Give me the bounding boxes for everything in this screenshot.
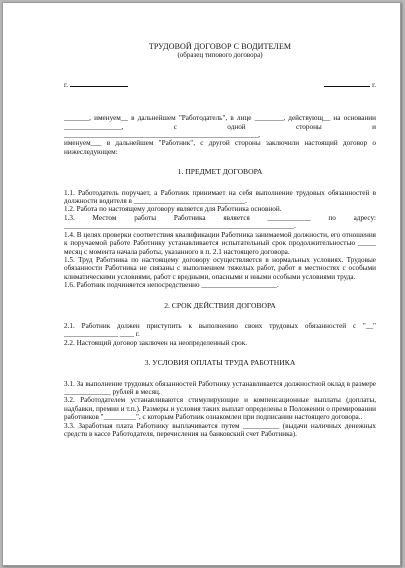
clause-1-1: 1.1. Работодатель поручает, а Работник принимает на себя выполнение трудовых обязанностей в должности водителя в _______________________________. (64, 188, 376, 206)
clause-3-3: 3.3. Заработная плата Работнику выплачивается путем __________ (выдачи наличных денежных средств в кассе Работодателя, перечисления на банковский счет Работника). (64, 421, 376, 438)
document-page (2, 2, 401, 566)
date-blank (324, 80, 370, 87)
section-3-heading: 3. УСЛОВИЯ ОПЛАТЫ ТРУДА РАБОТНИКА (144, 358, 296, 368)
city-prefix: г. (64, 80, 68, 89)
clause-1-5: 1.5. Труд Работника по настоящему договору осуществляется в нормальных условиях. Трудовые обязанности Работника не связаны с выполнением тяжелых работ, работ в местностях с особыми климатическими условиями, работ с вредными, опасными и иными особыми условиями труда. (64, 255, 376, 281)
clause-1-6: 1.6. Работник подчиняется непосредственно _____________________. (64, 281, 279, 290)
intro-paragraph-2: именуем___ в дальнейшем "Работник", с другой стороны заключили настоящий договор о нижеследующем: (64, 139, 376, 156)
document-title: ТРУДОВОЙ ДОГОВОР С ВОДИТЕЛЕМ (148, 42, 292, 51)
city-field (64, 80, 128, 89)
clause-1-4: 1.4. В целях проверки соответствия квалификации Работника занимаемой должности, его отношения к поручаемой работе Работнику устанавливается испытательный срок продолжительностью _____ месяц с момента начала работы, указанного в п. 2.1 настоящего договора. (64, 230, 376, 256)
place-date-line (64, 80, 376, 89)
intro-paragraph-1: _______, именуем__ в дальнейшем "Работодатель", в лице ________, действующ__ на основании ________________, с одной стороны и ______________________________________________________, (64, 114, 376, 140)
clause-3-2: 3.2. Работодателем устанавливаются стимулирующие и компенсационные выплаты (доплаты, надбавки, премии и т.п.). Размеры и условия таких выплат определены в Положении о премировании работников "_________", с которым Работник ознакомлен при подписании настоящего договора.. (64, 396, 376, 422)
clause-2-2: 2.2. Настоящий договор заключен на неопределенный срок. (64, 338, 248, 347)
section-1-heading: 1. ПРЕДМЕТ ДОГОВОРА (177, 167, 263, 177)
section-2-heading: 2. СРОК ДЕЙСТВИЯ ДОГОВОРА (164, 300, 276, 310)
clause-2-1: 2.1. Работник должен приступить к выполнению своих трудовых обязанностей с "__" _______________ ____ г. (64, 321, 376, 339)
document-subtitle: (образец типового договора) (177, 51, 263, 60)
clause-1-2: 1.2. Работа по настоящему договору является для Работника основной. (64, 205, 282, 214)
clause-3-1: 3.1. За выполнение трудовых обязанностей Работнику устанавливается должностной оклад в размере _____________ рублей в месяц. (64, 379, 376, 396)
year-suffix: г. (372, 80, 376, 89)
city-blank (70, 80, 128, 87)
clause-1-3: 1.3. Местом работы Работника является ____________ по адресу: ________________________________________________________________. (64, 213, 376, 231)
date-field (324, 80, 376, 89)
document-body (64, 43, 376, 438)
